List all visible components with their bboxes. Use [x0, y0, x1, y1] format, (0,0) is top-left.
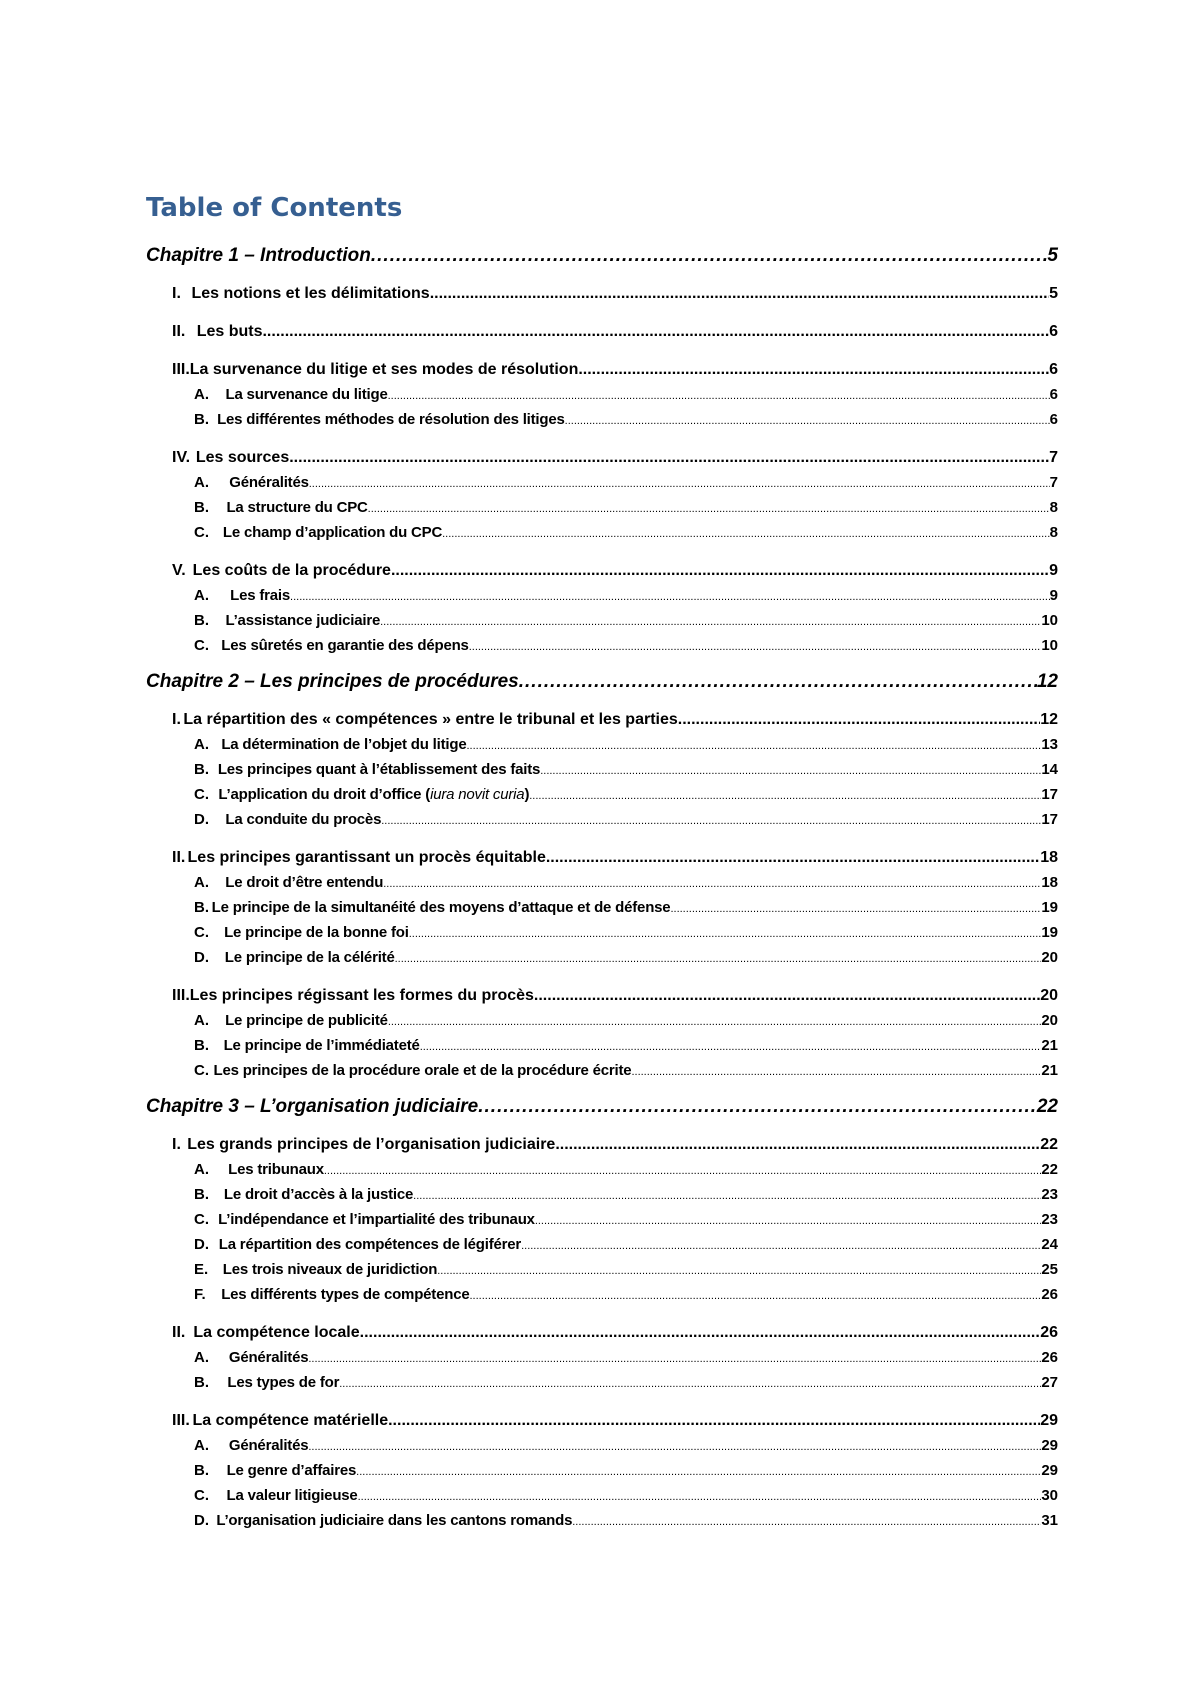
- entry-page-number: 14: [1041, 761, 1058, 778]
- entry-page-number: 23: [1041, 1186, 1058, 1203]
- entry-number: A.: [194, 386, 209, 403]
- entry-number: II.: [172, 1324, 186, 1341]
- entry-number: A.: [194, 874, 209, 891]
- entry-page-number: 12: [1040, 711, 1058, 728]
- entry-number: C.: [194, 637, 209, 654]
- entry-label: Généralités: [228, 1437, 309, 1454]
- entry-label: Le principe de l’immédiateté: [223, 1037, 420, 1054]
- dot-leader: [578, 358, 1049, 382]
- dot-leader: [670, 895, 1041, 922]
- entry-number: B.: [194, 1186, 209, 1203]
- entry-page-number: 20: [1040, 987, 1058, 1004]
- entry-page-number: 7: [1049, 474, 1058, 491]
- entry-number: A.: [194, 1012, 209, 1029]
- entry-number: E.: [194, 1261, 209, 1278]
- dot-leader: [308, 1433, 1041, 1460]
- entry-number: D.: [194, 949, 209, 966]
- entry-label: Chapitre 1 – Introduction: [146, 245, 371, 266]
- entry-label: Généralités: [229, 474, 309, 491]
- entry-label: Les principes régissant les formes du procès: [189, 987, 534, 1004]
- chapter-entry[interactable]: [146, 668, 1058, 696]
- entry-number: II.: [172, 849, 186, 866]
- chapter-entry[interactable]: [146, 1093, 1058, 1121]
- subsection-entry[interactable]: [146, 608, 1058, 633]
- dot-leader: [289, 446, 1049, 470]
- subsection-entry[interactable]: [146, 870, 1058, 895]
- entry-page-number: 6: [1049, 411, 1058, 428]
- entry-page-number: 22: [1036, 1096, 1058, 1117]
- entry-label: L’assistance judiciaire: [225, 612, 381, 629]
- toc-title: Table of Contents: [146, 193, 403, 223]
- dot-leader: [469, 633, 1042, 660]
- entry-page-number: 6: [1049, 361, 1058, 378]
- entry-page-number: 8: [1049, 499, 1058, 516]
- entry-label: La répartition des « compétences » entre le tribunal et les parties: [183, 711, 678, 728]
- entry-label: Les grands principes de l’organisation judiciaire: [187, 1136, 556, 1153]
- dot-leader: [437, 1257, 1041, 1284]
- dot-leader: [678, 708, 1040, 732]
- dot-leader: [572, 1508, 1041, 1535]
- entry-page-number: 31: [1041, 1512, 1058, 1529]
- entry-page-number: 10: [1041, 612, 1058, 629]
- subsection-entry[interactable]: [146, 1033, 1058, 1058]
- entry-number: B.: [194, 499, 209, 516]
- entry-label: La valeur litigieuse: [226, 1487, 358, 1504]
- section-entry[interactable]: [146, 984, 1058, 1008]
- entry-label: Le principe de la simultanéité des moyens d’attaque et de défense: [211, 899, 671, 916]
- subsection-entry[interactable]: [146, 495, 1058, 520]
- dot-leader: [395, 945, 1042, 972]
- section-entry[interactable]: [146, 282, 1058, 306]
- entry-number: V.: [172, 562, 186, 579]
- entry-page-number: 21: [1041, 1037, 1058, 1054]
- section-entry[interactable]: [146, 846, 1058, 870]
- entry-number: D.: [194, 1236, 209, 1253]
- dot-leader: [555, 1133, 1040, 1157]
- entry-number: III.: [172, 361, 190, 378]
- dot-leader: [309, 470, 1050, 497]
- entry-page-number: 29: [1041, 1462, 1058, 1479]
- entry-page-number: 22: [1041, 1161, 1058, 1178]
- subsection-entry[interactable]: [146, 920, 1058, 945]
- dot-leader: [371, 242, 1048, 270]
- entry-label: La survenance du litige et ses modes de résolution: [189, 361, 579, 378]
- entry-page-number: 26: [1041, 1286, 1058, 1303]
- subsection-entry[interactable]: [146, 633, 1058, 658]
- entry-label: La conduite du procès: [225, 811, 382, 828]
- entry-page-number: 17: [1041, 811, 1058, 828]
- dot-leader: [339, 1370, 1041, 1397]
- chapter-entry[interactable]: [146, 242, 1058, 270]
- dot-leader: [383, 870, 1041, 897]
- entry-page-number: 27: [1041, 1374, 1058, 1391]
- subsection-entry[interactable]: [146, 807, 1058, 832]
- entry-number: A.: [194, 1161, 209, 1178]
- entry-label: L’organisation judiciaire dans les cantons romands: [216, 1512, 573, 1529]
- subsection-entry[interactable]: [146, 583, 1058, 608]
- entry-page-number: 23: [1041, 1211, 1058, 1228]
- entry-page-number: 17: [1041, 786, 1058, 803]
- entry-label: Chapitre 2 – Les principes de procédures: [146, 671, 519, 692]
- entry-page-number: 8: [1049, 524, 1058, 541]
- subsection-entry[interactable]: [146, 382, 1058, 407]
- subsection-entry[interactable]: [146, 1508, 1058, 1533]
- section-entry[interactable]: [146, 1321, 1058, 1345]
- entry-number: III.: [172, 1412, 190, 1429]
- entry-page-number: 10: [1041, 637, 1058, 654]
- entry-label: Le droit d’accès à la justice: [223, 1186, 414, 1203]
- entry-label: Généralités: [228, 1349, 309, 1366]
- entry-page-number: 22: [1040, 1136, 1058, 1153]
- subsection-entry[interactable]: [146, 782, 1058, 807]
- dot-leader: [391, 559, 1049, 583]
- entry-number: B.: [194, 1374, 209, 1391]
- entry-page-number: 6: [1049, 323, 1058, 340]
- entry-number: III.: [172, 987, 190, 1004]
- entry-page-number: 5: [1047, 245, 1058, 266]
- entry-page-number: 13: [1041, 736, 1058, 753]
- dot-leader: [360, 1321, 1041, 1345]
- subsection-entry[interactable]: [146, 1458, 1058, 1483]
- entry-number: D.: [194, 1512, 209, 1529]
- dot-leader: [356, 1458, 1041, 1485]
- dot-leader: [381, 807, 1041, 834]
- toc-list: [146, 242, 1058, 1533]
- entry-number: C.: [194, 1211, 209, 1228]
- entry-number: A.: [194, 736, 209, 753]
- entry-page-number: 19: [1041, 899, 1058, 916]
- entry-page-number: 18: [1041, 874, 1058, 891]
- entry-label: L’application du droit d’office (iura novit curia): [218, 786, 530, 803]
- dot-leader: [466, 732, 1041, 759]
- dot-leader: [388, 1008, 1042, 1035]
- entry-page-number: 30: [1041, 1487, 1058, 1504]
- dot-leader: [358, 1483, 1042, 1510]
- entry-label: Le genre d’affaires: [226, 1462, 357, 1479]
- entry-page-number: 25: [1041, 1261, 1058, 1278]
- subsection-entry[interactable]: [146, 520, 1058, 545]
- entry-label: Les coûts de la procédure: [192, 562, 391, 579]
- entry-number: I.: [172, 711, 181, 728]
- entry-page-number: 20: [1041, 949, 1058, 966]
- dot-leader: [388, 382, 1050, 409]
- entry-label: Le champ d’application du CPC: [222, 524, 443, 541]
- section-entry[interactable]: [146, 708, 1058, 732]
- subsection-entry[interactable]: [146, 407, 1058, 432]
- entry-label: Les trois niveaux de juridiction: [222, 1261, 438, 1278]
- subsection-entry[interactable]: [146, 1282, 1058, 1307]
- subsection-entry[interactable]: [146, 757, 1058, 782]
- dot-leader: [535, 1207, 1042, 1234]
- entry-number: C.: [194, 786, 209, 803]
- entry-page-number: 18: [1040, 849, 1058, 866]
- entry-number: A.: [194, 587, 209, 604]
- dot-leader: [430, 282, 1049, 306]
- entry-label: La détermination de l’objet du litige: [221, 736, 467, 753]
- entry-label: La structure du CPC: [226, 499, 368, 516]
- entry-label: La survenance du litige: [225, 386, 388, 403]
- entry-page-number: 21: [1041, 1062, 1058, 1079]
- entry-page-number: 29: [1040, 1412, 1058, 1429]
- entry-label: Les tribunaux: [228, 1161, 324, 1178]
- dot-leader: [540, 757, 1041, 784]
- entry-page-number: 24: [1041, 1236, 1058, 1253]
- dot-leader: [290, 583, 1050, 610]
- dot-leader: [380, 608, 1041, 635]
- entry-number: II.: [172, 323, 186, 340]
- entry-number: C.: [194, 924, 209, 941]
- section-entry[interactable]: [146, 358, 1058, 382]
- subsection-entry[interactable]: [146, 1207, 1058, 1232]
- entry-label: Les principes garantissant un procès équitable: [187, 849, 546, 866]
- entry-number: C.: [194, 524, 209, 541]
- dot-leader: [262, 320, 1049, 344]
- section-entry[interactable]: [146, 1409, 1058, 1433]
- dot-leader: [534, 984, 1040, 1008]
- entry-number: F.: [194, 1286, 206, 1303]
- subsection-entry[interactable]: [146, 470, 1058, 495]
- entry-label: Les notions et les délimitations: [191, 285, 430, 302]
- dot-leader: [546, 846, 1040, 870]
- subsection-entry[interactable]: [146, 1433, 1058, 1458]
- entry-label: La répartition des compétences de légiférer: [218, 1236, 522, 1253]
- dot-leader: [388, 1409, 1040, 1433]
- entry-label: Le principe de la célérité: [224, 949, 395, 966]
- subsection-entry[interactable]: [146, 1483, 1058, 1508]
- entry-label: L’indépendance et l’impartialité des tribunaux: [218, 1211, 535, 1228]
- entry-page-number: 6: [1049, 386, 1058, 403]
- dot-leader: [565, 407, 1050, 434]
- entry-page-number: 5: [1049, 285, 1058, 302]
- dot-leader: [442, 520, 1050, 547]
- entry-label: Les différentes méthodes de résolution des litiges: [217, 411, 565, 428]
- subsection-entry[interactable]: [146, 732, 1058, 757]
- entry-label-italic: iura novit curia: [430, 786, 525, 803]
- dot-leader: [519, 668, 1037, 696]
- dot-leader: [409, 920, 1042, 947]
- entry-label: La compétence locale: [193, 1324, 360, 1341]
- entry-page-number: 26: [1041, 1349, 1058, 1366]
- entry-label: Chapitre 3 – L’organisation judiciaire: [146, 1096, 479, 1117]
- entry-page-number: 12: [1036, 671, 1058, 692]
- subsection-entry[interactable]: [146, 1008, 1058, 1033]
- entry-number: A.: [194, 1349, 209, 1366]
- entry-number: A.: [194, 474, 209, 491]
- entry-number: C.: [194, 1062, 209, 1079]
- dot-leader: [308, 1345, 1041, 1372]
- entry-page-number: 20: [1041, 1012, 1058, 1029]
- subsection-entry[interactable]: [146, 1370, 1058, 1395]
- entry-number: B.: [194, 1462, 209, 1479]
- dot-leader: [529, 782, 1041, 809]
- section-entry[interactable]: [146, 559, 1058, 583]
- entry-label: Le principe de la bonne foi: [224, 924, 409, 941]
- entry-page-number: 29: [1041, 1437, 1058, 1454]
- dot-leader: [324, 1157, 1041, 1184]
- entry-label: Les principes quant à l’établissement des faits: [217, 761, 541, 778]
- entry-label: Le principe de publicité: [225, 1012, 388, 1029]
- entry-label: La compétence matérielle: [192, 1412, 389, 1429]
- section-entry[interactable]: [146, 446, 1058, 470]
- entry-number: D.: [194, 811, 209, 828]
- subsection-entry[interactable]: [146, 1345, 1058, 1370]
- entry-number: B.: [194, 1037, 209, 1054]
- dot-leader: [368, 495, 1050, 522]
- subsection-entry[interactable]: [146, 1157, 1058, 1182]
- entry-number: I.: [172, 285, 181, 302]
- subsection-entry[interactable]: [146, 1257, 1058, 1282]
- entry-number: B.: [194, 899, 209, 916]
- dot-leader: [521, 1232, 1041, 1259]
- entry-number: IV.: [172, 449, 191, 466]
- section-entry[interactable]: [146, 320, 1058, 344]
- toc-page: [146, 190, 1058, 1533]
- entry-label: Les buts: [196, 323, 263, 340]
- entry-page-number: 7: [1049, 449, 1058, 466]
- subsection-entry[interactable]: [146, 895, 1058, 920]
- subsection-entry[interactable]: [146, 945, 1058, 970]
- section-entry[interactable]: [146, 1133, 1058, 1157]
- entry-label: Les frais: [230, 587, 291, 604]
- entry-number: B.: [194, 761, 209, 778]
- entry-label: Les types de for: [227, 1374, 340, 1391]
- entry-label: Le droit d’être entendu: [225, 874, 384, 891]
- entry-page-number: 19: [1041, 924, 1058, 941]
- dot-leader: [631, 1058, 1041, 1085]
- entry-number: A.: [194, 1437, 209, 1454]
- dot-leader: [413, 1182, 1041, 1209]
- entry-number: I.: [172, 1136, 181, 1153]
- dot-leader: [469, 1282, 1041, 1309]
- dot-leader: [478, 1093, 1037, 1121]
- entry-page-number: 26: [1040, 1324, 1058, 1341]
- subsection-entry[interactable]: [146, 1058, 1058, 1083]
- entry-page-number: 9: [1049, 562, 1058, 579]
- subsection-entry[interactable]: [146, 1232, 1058, 1257]
- entry-label: Les différents types de compétence: [221, 1286, 470, 1303]
- entry-label: Les principes de la procédure orale et de la procédure écrite: [213, 1062, 632, 1079]
- subsection-entry[interactable]: [146, 1182, 1058, 1207]
- entry-number: B.: [194, 411, 209, 428]
- entry-label: Les sources: [195, 449, 290, 466]
- entry-label: Les sûretés en garantie des dépens: [221, 637, 469, 654]
- entry-page-number: 9: [1049, 587, 1058, 604]
- entry-number: C.: [194, 1487, 209, 1504]
- dot-leader: [420, 1033, 1042, 1060]
- entry-number: B.: [194, 612, 209, 629]
